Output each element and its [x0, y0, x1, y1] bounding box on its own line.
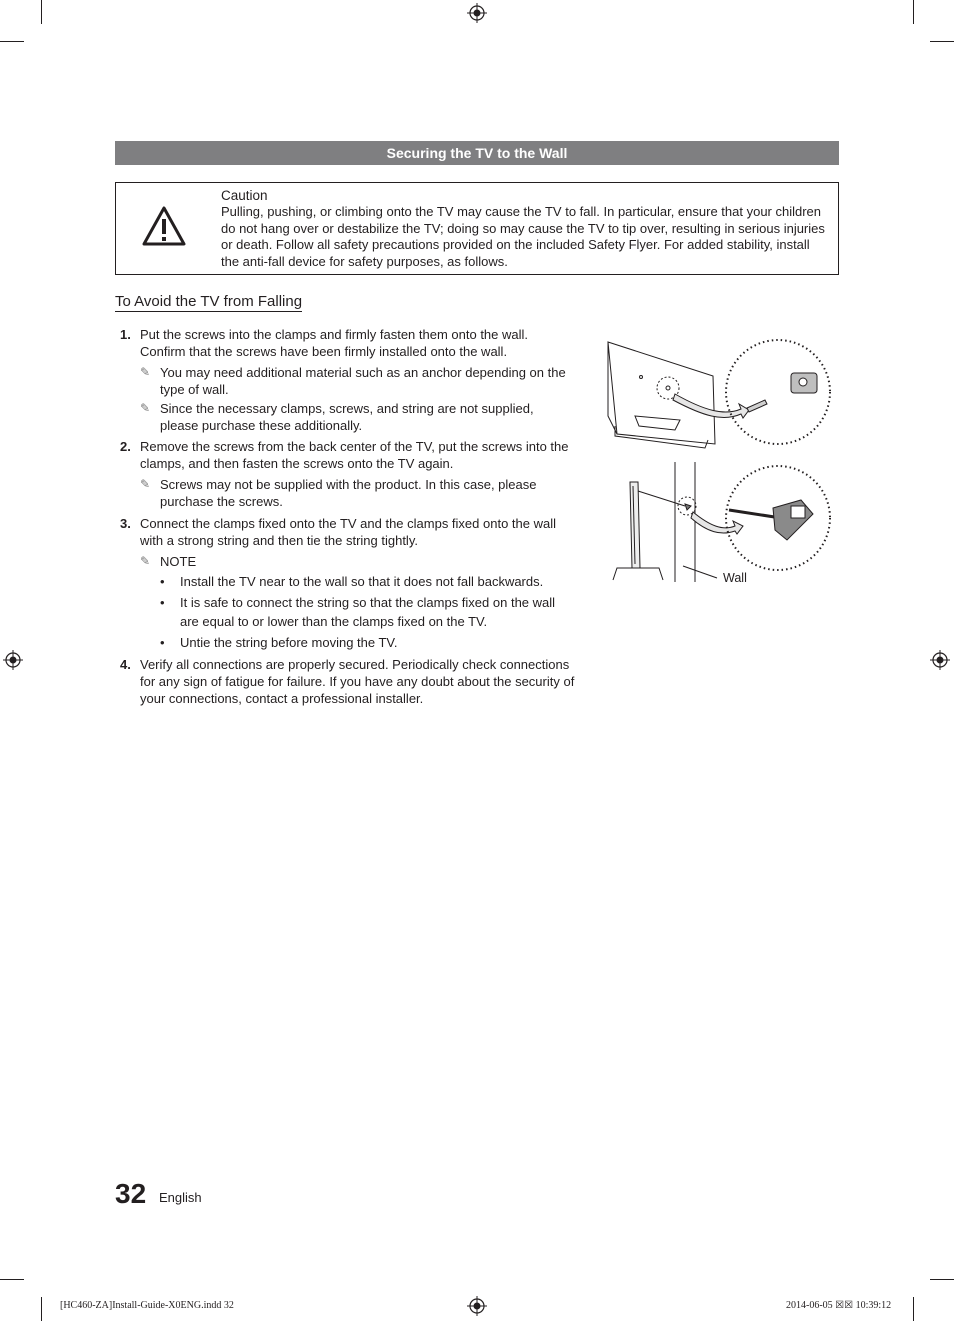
- bullet-text: It is safe to connect the string so that the clamps fixed on the wall are equal to or lower than the clamps fixed on the TV.: [180, 595, 556, 629]
- step-2: [115, 438, 575, 510]
- crop-mark: [0, 41, 24, 42]
- arrow-shape: [691, 512, 743, 534]
- crop-mark: [913, 0, 914, 24]
- note-label: NOTE: [160, 554, 197, 569]
- print-slug-file: [HC460-ZA]Install-Guide-X0ENG.indd 32: [60, 1300, 234, 1311]
- page-number: 32: [115, 1178, 147, 1209]
- bullet-text: Untie the string before moving the TV.: [180, 635, 398, 650]
- step-number: 3.: [120, 516, 131, 531]
- registration-mark-icon: [3, 650, 23, 670]
- registration-mark-icon: [930, 650, 950, 670]
- steps-list: [115, 326, 575, 707]
- memo-note: [140, 476, 575, 510]
- crop-mark: [0, 1279, 24, 1280]
- pencil-note-icon: ✎: [140, 554, 151, 568]
- pencil-note-icon: ✎: [140, 401, 151, 415]
- crop-mark: [913, 1297, 914, 1321]
- bullet-item: • Install the TV near to the wall so that it does not fall backwards.: [160, 574, 544, 589]
- pencil-note-icon: ✎: [140, 477, 151, 491]
- crop-mark: [41, 0, 42, 24]
- arrow-shape: [673, 394, 749, 418]
- subheading: To Avoid the TV from Falling: [115, 293, 303, 310]
- step-number: 2.: [120, 439, 131, 454]
- crop-mark: [930, 1279, 954, 1280]
- memo-text: You may need additional material such as an anchor depending on the type of wall.: [160, 365, 566, 397]
- wall-label: Wall: [723, 571, 747, 585]
- step-4: [115, 656, 575, 707]
- section-title: Securing the TV to the Wall: [115, 141, 839, 165]
- wall-anchor-illustration: [605, 336, 837, 588]
- step-text: Verify all connections are properly secured. Periodically check connections for any sign of fatigue for failure. If you have any doubt about the security of your connections, contact a professional installer.: [140, 657, 575, 706]
- registration-mark-icon: [467, 3, 487, 23]
- bullet-item: • It is safe to connect the string so that the clamps fixed on the wall are equal to or lower than the clamps fixed on the TV.: [160, 595, 556, 629]
- memo-note: [140, 400, 575, 434]
- caution-title: Caution: [221, 188, 268, 203]
- memo-text: Screws may not be supplied with the product. In this case, please purchase the screws.: [160, 477, 537, 509]
- step-1: [115, 326, 575, 434]
- step-text: Connect the clamps fixed onto the TV and the clamps fixed onto the wall with a strong string and then tie the string tightly.: [140, 516, 556, 548]
- warning-triangle-icon: [141, 205, 187, 247]
- print-slug-date: 2014-06-05 ☒☒ 10:39:12: [786, 1300, 892, 1311]
- string-and-clamp: [729, 500, 813, 540]
- caution-text: Pulling, pushing, or climbing onto the TV may cause the TV to fall. In particular, ensure that your children do not hang over or destabilize the TV; doing so may cause the TV to tip over, resulting in serious injuries or death. Follow all safety precautions provided on the included Safety Flyer. For added stability, install the anti-fall device for safety purposes, as follows.: [221, 204, 825, 269]
- step-text: Put the screws into the clamps and firmly fasten them onto the wall. Confirm that the screws have been firmly installed onto the wall.: [140, 327, 529, 359]
- tv-back-drawing: [608, 342, 715, 448]
- step-text: Remove the screws from the back center of the TV, put the screws into the clamps, and then fasten the screws onto the TV again.: [140, 439, 569, 471]
- step-number: 4.: [120, 657, 131, 672]
- page-language: English: [159, 1190, 202, 1205]
- screw-and-clamp: [747, 373, 817, 412]
- memo-note: [140, 364, 575, 398]
- pencil-note-icon: ✎: [140, 365, 151, 379]
- caution-box: [115, 182, 839, 275]
- memo-note: [140, 553, 575, 570]
- crop-mark: [930, 41, 954, 42]
- memo-text: Since the necessary clamps, screws, and string are not supplied, please purchase these additionally.: [160, 401, 534, 433]
- step-number: 1.: [120, 327, 131, 342]
- registration-mark-icon: [467, 1296, 487, 1316]
- bullet-text: Install the TV near to the wall so that it does not fall backwards.: [180, 574, 544, 589]
- step-3: [115, 515, 575, 651]
- bullet-item: • Untie the string before moving the TV.: [160, 635, 398, 650]
- crop-mark: [41, 1297, 42, 1321]
